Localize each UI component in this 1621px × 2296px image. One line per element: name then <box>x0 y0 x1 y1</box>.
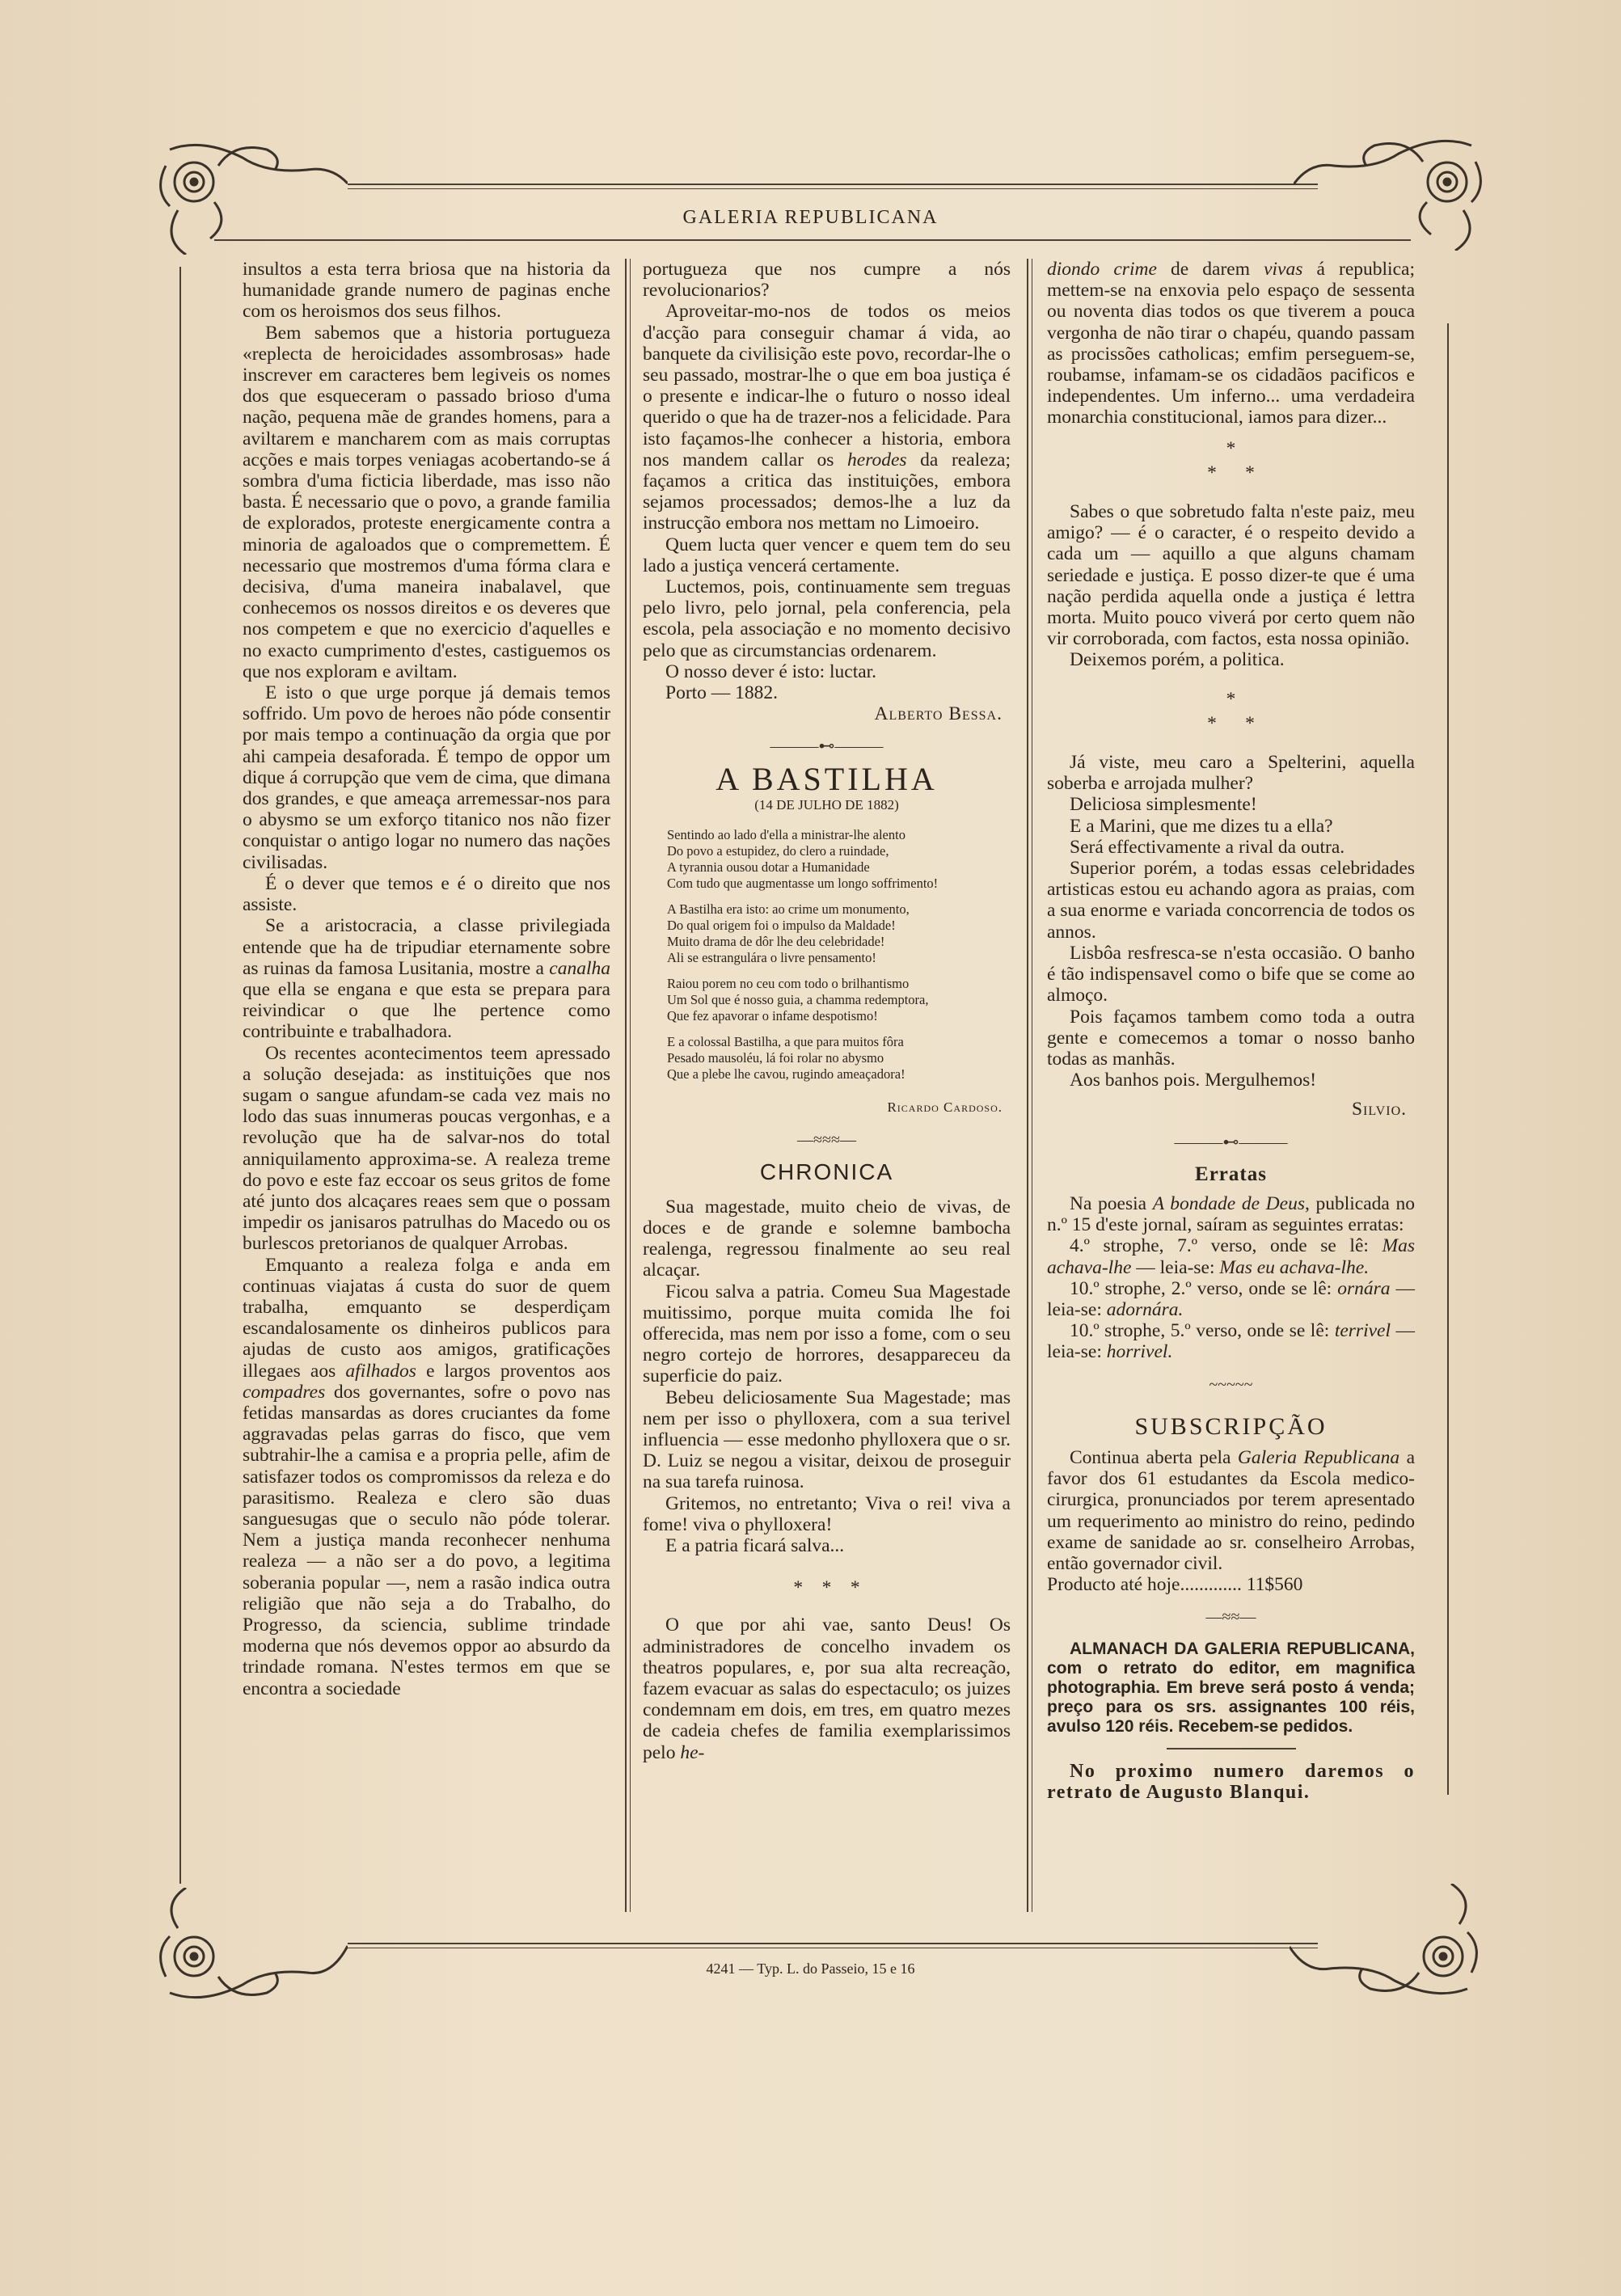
poem <box>643 827 1011 1083</box>
paragraph: Sabes o que sobretudo falta n'este paiz, meu amigo? — é o caracter, é o respeito devido a cada um — aquillo a que alguns chamam seriedade e justiça. E posso dizer-te que é uma nação perdida aquella onde a justiça é lettra morta. Muito pouco viverá por certo quem não vir corroborada, com factos, esta nossa opinião. <box>1047 501 1415 650</box>
corner-ornament-bottom-left <box>154 1888 348 2009</box>
paragraph: Aos banhos pois. Mergulhemos! <box>1070 1070 1317 1091</box>
italic-word: ornára <box>1337 1277 1391 1299</box>
paragraph: É o dever que temos e é o direito que nos assiste. <box>243 872 610 916</box>
poem-stanza <box>667 901 1011 966</box>
paragraph: Já viste, meu caro a Spelterini, aquella soberba e arrojada mulher? <box>1047 752 1415 795</box>
poem-line: Do qual origem foi o impulso da Maldade! <box>667 918 896 934</box>
header-underline <box>214 239 1411 241</box>
next-issue-notice: No proximo numero daremos o retrato de Augusto Blanqui. <box>1047 1760 1415 1803</box>
text-run: dos governantes, sofre o povo nas fetidas mansardas as dores cruciantes da fome aggravadas pelas garras do fisco, que vem subtrahir-lhe a camisa e a propria pelle, afim de satisfazer todos os compromissos da releza e do parasitismo. Realeza e clero são duas sanguesugas que o seculo não póde tolerar. Nem a justiça manda reconhecer nenhuma realeza — a não ser a do povo, a legitima soberania popular —, nem a rasão indica outra religião que não seja a do Trabalho, do Progresso, da sciencia, sublime trindade moderna que nós devemos oppor ao absurdo da trindade romana. N'estes termos em que se encontra a sociedade <box>243 1381 610 1699</box>
paragraph: Porto — 1882. <box>665 682 779 704</box>
text-run: a favor dos 61 estudantes da Escola medico-cirurgica, pronunciados por terem apresentado um requerimento ao ministro do reino, pedindo exame de sanidade ao sr. conselheiro Arrobas, então governador civil. <box>1047 1446 1415 1574</box>
paragraph: Pois façamos tambem como toda a outra gente e comecemos a tomar o nosso banho todas as manhãs. <box>1047 1006 1415 1070</box>
paragraph: insultos a esta terra briosa que na historia da humanidade grande numero de paginas enche com os heroismos dos seus filhos. <box>243 259 610 323</box>
paragraph: Gritemos, no entretanto; Viva o rei! viva a fome! viva o phylloxera! <box>643 1492 1011 1535</box>
printer-imprint: 4241 — Typ. L. do Passeio, 15 e 16 <box>706 1960 915 1977</box>
italic-word: A bondade de Deus <box>1152 1192 1305 1214</box>
poem-line: Um Sol que é nosso guia, a chamma redemptora, <box>667 992 929 1008</box>
poem-line: Do povo a estupidez, do clero a ruindade, <box>667 843 889 859</box>
poem-line: Que a plebe lhe cavou, rugindo ameaçadora! <box>667 1066 905 1083</box>
paragraph <box>1047 259 1415 428</box>
frame-top-rule-2 <box>348 188 1318 189</box>
text-run: que ella se engana e que esta se prepara para reivindicar o que lhe pertence como contribuinte e trabalhadora. <box>243 978 610 1043</box>
text-run: á republica; mettem-se na enxovia pelo espaço de sessenta ou noventa dias todos os que tiverem a pouca vergonha de não tirar o chapéu, quando passam as procissões catholicas; emfim perseguem-se, roubamse, infamam-se os cidadãos pacificos e independentes. Um inferno... uma verdadeira monarchia constitucional, iamos para dizer... <box>1047 259 1415 428</box>
text-run: , publicada no n.º 15 d'este jornal, saíram as seguintes erratas: <box>1047 1192 1415 1236</box>
text-run: 10.º strophe, 2.º verso, onde se lê: <box>1070 1277 1338 1299</box>
paragraph <box>1047 1278 1415 1320</box>
paragraph <box>1047 1320 1415 1362</box>
paragraph: Os recentes acontecimentos teem apressado a solução desejada: as instituições que nos sugam o sangue afundam-se cada vez mais no lodo das suas innumeras poucas vergonhas, e a revolução que ha de salvar-nos do total anniquilamento approxima-se. A realeza treme do povo e este faz eccoar os seus gritos de fome até junto dos alcaçares reaes sem que o possam impedir os janisaros patrulhas do Macedo ou os burlescos pretorianos de qualquer Arrobas. <box>243 1042 610 1255</box>
article-title-bastilha: A BASTILHA <box>716 760 938 797</box>
newspaper-title: GALERIA REPUBLICANA <box>682 207 939 228</box>
asterism-bottom: * * <box>1207 712 1255 734</box>
text-run: 10.º strophe, 5.º verso, onde se lê: <box>1070 1320 1335 1342</box>
italic-word: herodes <box>847 449 907 471</box>
separator-ornament: —≈≈≈— <box>797 1131 856 1150</box>
section-title-erratas: Erratas <box>1195 1163 1267 1185</box>
italic-word: vivas <box>1264 259 1303 280</box>
column-1 <box>243 259 610 1699</box>
poem-signature: Ricardo Cardoso. <box>887 1099 1003 1116</box>
italic-word: he- <box>680 1741 705 1763</box>
italic-word: horrivel. <box>1106 1341 1173 1363</box>
poem-stanza <box>667 827 1011 892</box>
paragraph: Deliciosa simplesmente! <box>1070 794 1257 816</box>
poem-line: A tyrannia ousou dotar a Humanidade <box>667 859 870 876</box>
frame-left-rule <box>179 267 181 1884</box>
author-signature: Silvio. <box>1351 1099 1407 1121</box>
corner-ornament-bottom-right <box>1290 1884 1484 2005</box>
column-divider-2 <box>1027 259 1028 1912</box>
corner-ornament-top-right <box>1294 129 1488 251</box>
paragraph: Bem sabemos que a historia portugueza «replecta de heroicidades assombrosas» hade inscrever em caracteres bem legiveis os nomes dos que esqueceram o passado brioso d'uma nação, pequena mãe de grandes homens, para a aviltarem e mancharem com as mais corruptas acções e mais torpes veniagas acobertando-se á sombra d'uma ficticia liberdade, mas isso não basta. É necessario que o povo, a grande familia de explorados, proteste energicamente contra a minoria de agaloados que o compremettem. É necessario que mostremos d'uma fórma clara e decisiva, d'uma maneira inabalavel, que conhecemos os nossos direitos e os deveres que nos competem e que no exercicio d'aquelles e no exacto cumprimento d'estes, castiguemos os que nos exploram e aviltam. <box>243 322 610 682</box>
italic-word: compadres <box>243 1381 326 1403</box>
poem-stanza <box>667 976 1011 1024</box>
paragraph: Quem lucta quer vencer e quem tem do seu lado a justiça vencerá certamente. <box>643 534 1011 576</box>
italic-word: Mas achava-lhe <box>1047 1235 1415 1278</box>
text-run: Aproveitar-mo-nos de todos os meios d'acção para conseguir chamar á vida, ao banquete da civilisição este povo, recordar-lhe o seu passado, mostrar-lhe o que em boa justiça é o presente e indicar-lhe o futuro o nosso ideal querido o que ha de trazer-nos a felicidade. Para isto façamos-lhe conhecer a historia, embora nos mandem callar os <box>643 301 1011 471</box>
paragraph <box>1047 1193 1415 1235</box>
column-divider-1 <box>625 259 627 1912</box>
text-run: Continua aberta pela <box>1070 1446 1238 1468</box>
italic-word: canalha <box>549 957 610 979</box>
paragraph: E a patria ficará salva... <box>665 1534 845 1556</box>
paragraph <box>243 1255 610 1699</box>
text-run: de darem <box>1156 259 1264 280</box>
text-run: Na poesia <box>1070 1192 1153 1214</box>
author-signature: Alberto Bessa. <box>874 703 1003 725</box>
poem-stanza <box>667 1034 1011 1083</box>
paragraph <box>1047 1447 1415 1574</box>
poem-line: Que fez apavorar o infame despotismo! <box>667 1008 878 1024</box>
paragraph <box>243 915 610 1042</box>
separator-ornament: ~~~~~ <box>1209 1375 1253 1394</box>
corner-ornament-top-left <box>154 133 348 255</box>
paragraph: Será effectivamente a rival da outra. <box>1070 836 1345 858</box>
paragraph: Deixemos porém, a politica. <box>1070 649 1285 671</box>
column-divider-1b <box>630 259 631 1912</box>
poem-line: Com tudo que augmentasse um longo soffrimento! <box>667 876 939 892</box>
section-title-chronica: CHRONICA <box>759 1159 894 1185</box>
frame-right-rule <box>1447 323 1449 1795</box>
text-run: Emquanto a realeza folga e anda em continuas viajatas á custa do suor de quem trabalha, emquanto se desperdiçam escandalosamente os dinheiros publicos para ajudas de custo aos amigos, gratificações illegaes aos <box>243 1254 610 1382</box>
poem-line: E a colossal Bastilha, a que para muitos fôra <box>667 1034 904 1050</box>
subscription-total: Producto até hoje............. 11$560 <box>1047 1574 1303 1596</box>
italic-word: terrivel <box>1334 1320 1391 1342</box>
poem-line: Pesado mausoléu, lá foi rolar no abysmo <box>667 1050 884 1066</box>
text-run: — leia-se: <box>1047 1320 1416 1363</box>
italic-word: Galeria Republicana <box>1237 1446 1400 1468</box>
italic-word: Mas eu achava-lhe. <box>1219 1256 1370 1278</box>
poem-line: Muito drama de dôr lhe deu celebridade! <box>667 934 885 950</box>
section-title-subscripcao: SUBSCRIPÇÃO <box>1134 1412 1328 1440</box>
asterism-top: * <box>1226 437 1236 459</box>
text-run: O que por ahi vae, santo Deus! Os administradores de concelho invadem os theatros populares, e, por sua alta recreação, fazem evacuar as salas do espectaculo; os juizes condemnam em dois, em tres, em quatro mezes de cadeia chefes de familia exemplarissimos pelo <box>643 1614 1011 1763</box>
asterism-top: * <box>1226 688 1236 710</box>
article-date: (14 DE JULHO DE 1882) <box>754 796 899 812</box>
column-3 <box>1047 259 1415 1803</box>
paragraph: Ficou salva a patria. Comeu Sua Magestade muitissimo, porque muita comida lhe foi offerecida, mas nem por isso a fome, com o seu negro cortejo de horrores, desappareceu da superficie do paiz. <box>643 1281 1011 1387</box>
asterism: * * * <box>793 1577 860 1599</box>
italic-word: adornára. <box>1106 1298 1184 1320</box>
paragraph: Bebeu deliciosamente Sua Magestade; mas nem per isso o phylloxera, com a sua terivel influencia — esse medonho phylloxera que o sr. D. Luiz se negou a visitar, deixou de proseguir na sua tarefa ruinosa. <box>643 1386 1011 1493</box>
separator-ornament: —≈≈— <box>1205 1608 1256 1627</box>
italic-word: afilhados <box>345 1360 416 1382</box>
asterism-bottom: * * <box>1207 462 1255 483</box>
paragraph: portugueza que nos cumpre a nós revolucionarios? <box>643 259 1011 302</box>
paragraph: O nosso dever é isto: luctar. <box>665 661 877 682</box>
paragraph <box>643 301 1011 534</box>
paragraph <box>643 1614 1011 1762</box>
almanach-notice: ALMANACH DA GALERIA REPUBLICANA, com o retrato do editor, em magnifica photographia. Em breve será posto á venda; preço para os srs. assignantes 100 réis, avulso 120 réis. Recebem-se pedidos. <box>1047 1639 1415 1736</box>
column-2 <box>643 259 1011 1763</box>
poem-line: Ali se estrangulára o livre pensamento! <box>667 950 876 966</box>
text-run: da realeza; façamos a critica das instituições, embora sejamos processados; demos-lhe a luz da instrucção embora nos mettam no Limoeiro. <box>643 449 1011 534</box>
text-run: — leia-se: <box>1047 1277 1416 1320</box>
paragraph: Luctemos, pois, continuamente sem treguas pelo livro, pelo jornal, pela conferencia, pela escola, pela associação e no momento decisivo pelo que as circumstancias ordenarem. <box>643 576 1011 661</box>
poem-line: Raiou porem no ceu com todo o brilhantismo <box>667 976 910 992</box>
poem-line: Sentindo ao lado d'ella a ministrar-lhe alento <box>667 827 905 843</box>
frame-top-rule <box>348 184 1318 185</box>
italic-word: diondo crime <box>1047 259 1157 280</box>
text-run: e largos proventos aos <box>416 1360 610 1382</box>
paragraph: E isto o que urge porque já demais temos soffrido. Um povo de heroes não póde consentir por mais tempo a continuação da orgia que por ahi campeia desaforada. É tempo de oppor um dique á corrupção que vem de cima, que dimana dos grandes, e que ameaça arremessar-nos para o abysmo se um exforço titanico nos não fizer conquistar o antigo logar no numero das nações civilisadas. <box>243 682 610 873</box>
paragraph: E a Marini, que me dizes tu a ella? <box>1070 815 1333 837</box>
poem-line: A Bastilha era isto: ao crime um monumento, <box>667 901 910 918</box>
separator-ornament: ———⊷——— <box>1174 1133 1288 1151</box>
separator-ornament: ———⊷——— <box>770 737 884 756</box>
paragraph <box>1047 1235 1415 1277</box>
paragraph: Sua magestade, muito cheio de vivas, de doces e de grande e solemne bambocha realenga, regressou finalmente ao seu real alcaçar. <box>643 1196 1011 1281</box>
paragraph: Lisbôa resfresca-se n'esta occasião. O banho é tão indispensavel como o bife que se come ao almoço. <box>1047 942 1415 1007</box>
text-run: — leia-se: <box>1131 1256 1220 1278</box>
paragraph: Superior porém, a todas essas celebridades artisticas estou eu achando agora as praias, com a sua enorme e variada concorrencia de todos os annos. <box>1047 858 1415 943</box>
text-run: 4.º strophe, 7.º verso, onde se lê: <box>1070 1235 1382 1257</box>
frame-bottom-rule <box>348 1943 1318 1944</box>
divider-rule <box>1167 1748 1296 1749</box>
text-run: Se a aristocracia, a classe privilegiada entende que ha de tripudiar eternamente sobre as ruinas da famosa Lusitania, mostre a <box>243 915 610 979</box>
